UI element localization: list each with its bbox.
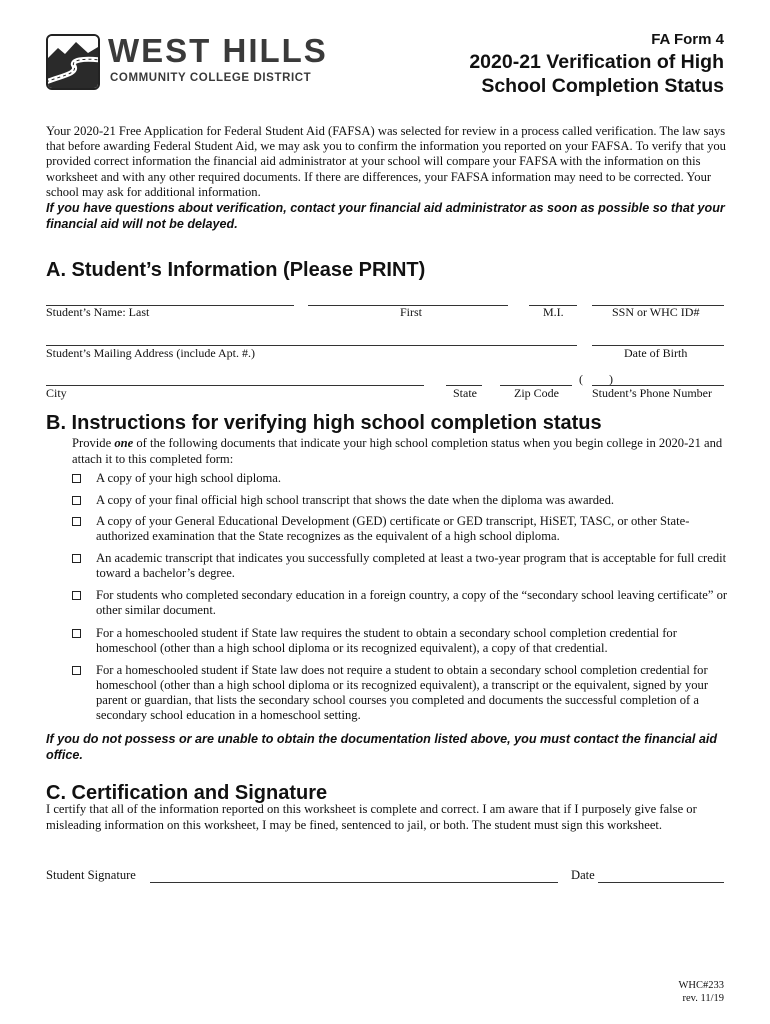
ssn-label: SSN or WHC ID# [612, 305, 700, 319]
date-label: Date [571, 868, 595, 882]
document-option-text: For students who completed secondary education in a foreign country, a copy of the “secondary school leaving certificate” or other similar document. [96, 588, 728, 617]
intro-section [46, 124, 730, 232]
section-a-heading: A. Student’s Information (Please PRINT) [46, 259, 426, 281]
form-title-line1: 2020-21 Verification of High [469, 51, 724, 73]
city-field[interactable] [46, 385, 424, 386]
mailing-address-label: Student’s Mailing Address (include Apt. #.) [46, 346, 255, 360]
mountain-road-logo-icon [46, 34, 100, 90]
form-number: FA Form 4 [651, 31, 724, 48]
intro-note: If you have questions about verification, contact your financial aid administrator as soon as possible so that your financial aid will not be delayed. [46, 201, 725, 232]
footer [679, 979, 725, 1005]
intro-paragraph: Your 2020-21 Free Application for Federal Student Aid (FAFSA) was selected for review in a process called verification. The law says that before awarding Federal Student Aid, we may ask you to confirm the information you reported on your FAFSA. To verify that you provided correct information the financial aid administrator at your school will compare your FAFSA with the information on this worksheet and with any other required documents. If there are differences, your FAFSA information may need to be corrected. Your school may ask for additional information. [46, 124, 726, 199]
section-b-heading: B. Instructions for verifying high school completion status [46, 412, 602, 434]
certification-paragraph: I certify that all of the information reported on this worksheet is complete and correct. I am aware that if I purposely give false or misleading information on this worksheet, I may be fined, sentenced to jail, or both. The student must sign this worksheet. [46, 802, 697, 832]
logo-subtitle: COMMUNITY COLLEGE DISTRICT [110, 72, 312, 84]
document-option [70, 551, 730, 581]
middle-initial-label: M.I. [543, 305, 564, 319]
logo-name: WEST HILLS [108, 32, 328, 69]
document-option-text: A copy of your General Educational Development (GED) certificate or GED transcript, HiSET, TASC, or other State- authorized examination that the State recognizes as the equivalent of a high school diploma. [96, 514, 690, 543]
form-code: WHC#233 [678, 980, 724, 991]
date-field[interactable] [598, 882, 724, 883]
section-b-intro-after: of the following documents that indicate your high school completion status when you begin college in 2020-21 and attach it to this completed form: [72, 436, 723, 466]
last-name-label: Student’s Name: Last [46, 305, 150, 319]
checkbox[interactable] [72, 474, 81, 483]
document-option-text: For a homeschooled student if State law requires the student to obtain a secondary school completion credential for homeschool (other than a high school diploma or its recognized equivalent), a copy of that credential. [96, 626, 677, 655]
form-revision: rev. 11/19 [682, 993, 724, 1004]
phone-area-close-paren: ) [609, 372, 613, 386]
first-name-label: First [400, 305, 423, 319]
checkbox[interactable] [72, 591, 81, 600]
document-option [70, 471, 730, 486]
checkbox[interactable] [72, 554, 81, 563]
phone-area-open-paren: ( [579, 372, 583, 386]
zip-code-label: Zip Code [514, 386, 559, 400]
section-b-intro [72, 435, 732, 467]
checkbox[interactable] [72, 496, 81, 505]
document-option [70, 626, 730, 656]
section-b-intro-before: Provide [72, 436, 115, 450]
document-option-text: An academic transcript that indicates you successfully completed at least a two-year program that is acceptable for full credit toward a bachelor’s degree. [96, 551, 727, 580]
state-label: State [453, 386, 477, 400]
section-c-heading: C. Certification and Signature [46, 782, 328, 804]
date-of-birth-label: Date of Birth [624, 346, 688, 360]
form-title-line2: School Completion Status [481, 75, 724, 97]
section-b-note: If you do not possess or are unable to obtain the documentation listed above, you must contact the financial aid office. [46, 732, 718, 762]
checkbox[interactable] [72, 629, 81, 638]
document-option-text: For a homeschooled student if State law does not require a student to obtain a secondary school completion credential for homeschool (other than a high school diploma or its recognized equivalent), a transcript or the equivalent, signed by your parent or guardian, that lists the secondary school courses you completed and documents the successful completion of a secondary school education in a homeschool setting. [96, 663, 709, 722]
phone-number-label: Student’s Phone Number [592, 386, 712, 400]
form-title [469, 50, 724, 98]
section-b-intro-emphasis: one [114, 436, 134, 450]
document-option [70, 514, 730, 544]
checkbox[interactable] [72, 666, 81, 675]
document-option [70, 588, 730, 618]
document-option [70, 663, 730, 723]
signature-field[interactable] [150, 882, 558, 883]
checkbox[interactable] [72, 517, 81, 526]
city-label: City [46, 386, 67, 400]
document-option [70, 493, 730, 508]
document-option-text: A copy of your high school diploma. [96, 471, 282, 485]
document-option-text: A copy of your final official high school transcript that shows the date when the diploma was awarded. [96, 493, 615, 507]
signature-label: Student Signature [46, 868, 136, 882]
